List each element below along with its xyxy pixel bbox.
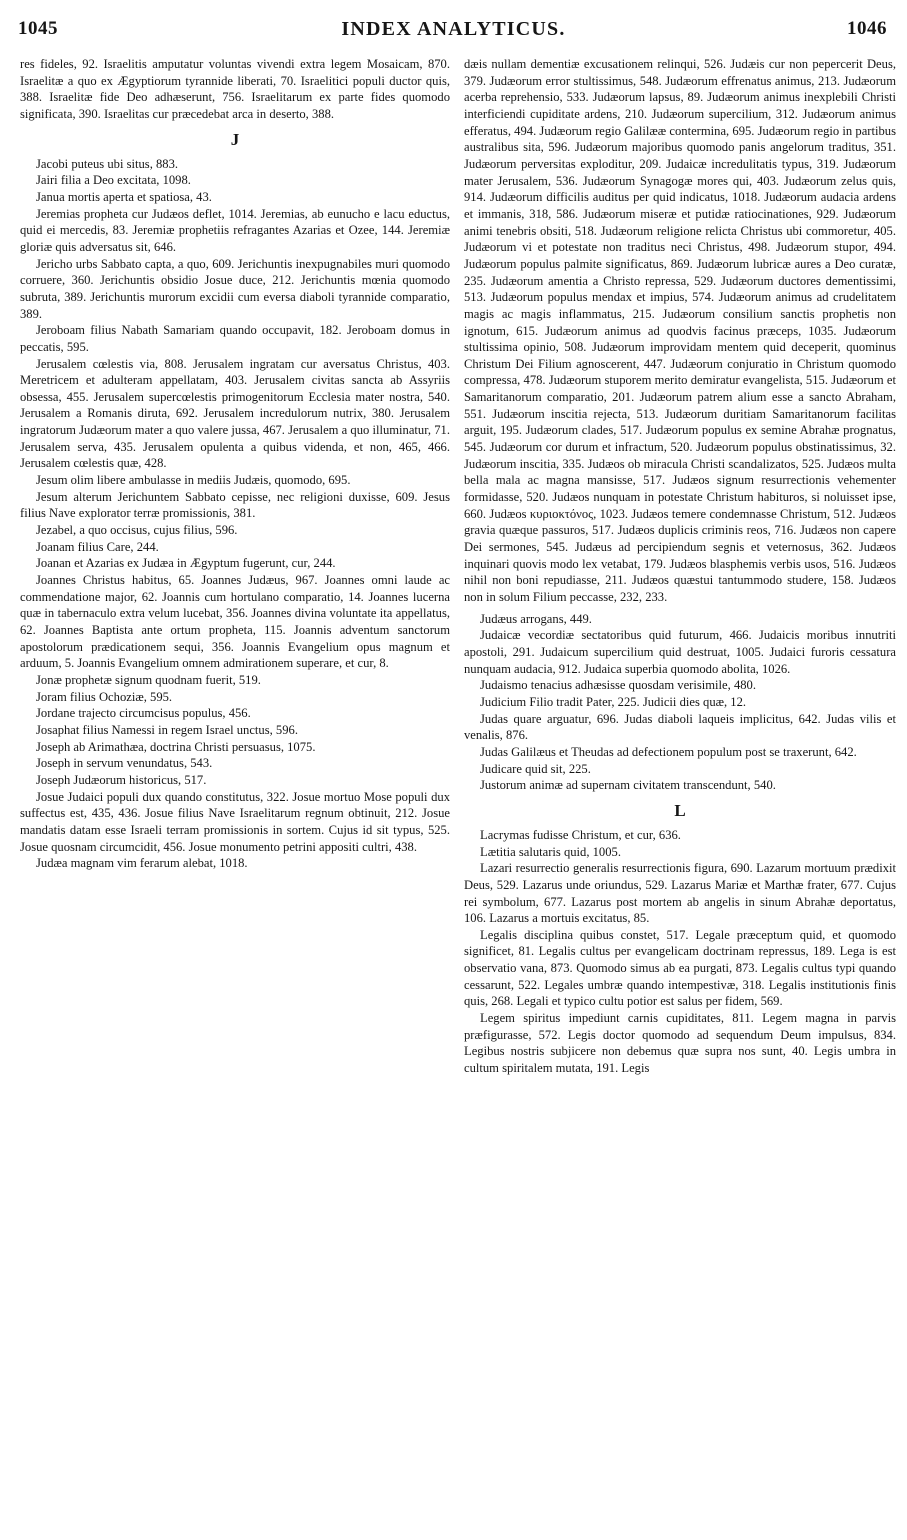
index-entry: Jezabel, a quo occisus, cujus filius, 596. bbox=[36, 523, 238, 538]
page-number-left: 1045 bbox=[18, 18, 58, 39]
index-entry: Jordane trajecto circumcisus populus, 456. bbox=[36, 706, 251, 721]
index-entry: Jeremias propheta cur Judæos deflet, 1014. Jeremias, ab eunucho e lacu eductus, quid ei mercedis, 83. Jeremiæ prophetiis refragantes Azarias et Ozee, 144. Jeremiæ gloriæ quis adversatus sit, 646. bbox=[20, 206, 450, 254]
index-entry: Joseph Judæorum historicus, 517. bbox=[36, 772, 207, 787]
index-entry: Lacrymas fudisse Christum, et cur, 636. bbox=[480, 827, 681, 842]
section-letter-j: J bbox=[230, 129, 240, 149]
index-entry: Judicare quid sit, 225. bbox=[480, 761, 591, 776]
running-title: INDEX ANALYTICUS. bbox=[341, 18, 566, 40]
index-entry: Joannes Christus habitus, 65. Joannes Judæus, 967. Joannes omni laude ac commendatione major, 62. Joannis cum hortulano comparatio, 14. Joannes lucerna quæ in tabernaculo extra velum lucebat, 356. Joannes divina voluntate ita appellatus, 62. Joannes Baptista ante ortum propheta, 115. Joannis adventum sanctorum apostolorum prædicationem sequi, 356. Joannis Evangelium opus magnum et arduum, 5. Joannis Evangelium omnem admirationem superare, et cur, 8. bbox=[20, 573, 450, 671]
index-entry: Joseph ab Arimathæa, doctrina Christi persuasus, 1075. bbox=[36, 739, 316, 754]
index-entry: Judaismo tenacius adhæsisse quosdam verisimile, 480. bbox=[480, 678, 756, 693]
index-entry: Josue Judaici populi dux quando constitutus, 322. Josue mortuo Mose populi dux suffectus est, 435, 436. Josue filius Nave Israelitarum regnum obtinuit, 212. Josue mandatis datam esse Israeli terram promissionis in sortem. Cujus id sit typus, 525. Josue quosnam circumcidit, 456. Josue monumento petrini appositi cultri, 438. bbox=[20, 789, 450, 854]
index-entry-continued: dæis nullam dementiæ excusationem relinqui, 526. Judæis cur non pepercerit Deus, 379. Judæorum error stultissimus, 548. Judæorum effrenatus animus, 213. Judæorum acerba reprehensio, 533. Judæorum lapsus, 89. Judæorum animus inexplebili Christi interficiendi cupiditate ardens, 210. Judæorum supercilium, 312. Judæorum animus efferatus, 494. Judæorum regio Galilææ contermina, 695. Judæorum regio in partibus australibus sita, 596. Judæorum majoribus quomodo panis angelorum traditus, 351. Judæorum perversitas exploditur, 209. Judaicæ incredulitatis typus, 319. Judæorum mater Jerusalem, 536. Judæorum Synagogæ mores qui, 403. Judæorum zelus quis, 914. Judæorum difficilis auditus per quid indicatus, 1018. Judæorum audacia ardens et immanis, 318, 586. Judæorum miseræ et putidæ ratiocinationes, 929. Judæorum animi tenebris obsiti, 518. Judæorum religione relicta Christus ubi commoretur, 405. Judæorum vi et potestate non traditus neci Christus, 498. Judæorum stupor, 494. Judæorum populus palmite significatus, 869. Judæorum lubricæ aures a Deo curatæ, 235. Judæorum amentia a Christo repressa, 529. Judæorum ductores dementissimi, 513. Judæorum populus mendax et impius, 574. Judæorum animus ad crudelitatem magis ac magis inflammatus, 215. Judæorum consilium sanctis prophetis non ignotum, 615. Judæorum animus ad quodvis facinus præceps, 1035. Judæorum stultissima opinio, 508. Judæorum improvidam mentem quid deceperit, quominus Christum Dei Filium agnoscerent, 447. Judæorum conjuratio in Christum quomodo compressa, 478. Judæorum stuporem merito demiratur evangelista, 515. Judæorum et Samaritanorum comparatio, 201. Judæorum patrem alium esse a sancto Abraham, 551. Judæorum inscitia rejecta, 513. Judæorum duritiam Samaritanorum facilitas arguit, 195. Judæorum clades, 517. Judæorum populus ex semine Abrahæ prognatus, 545. Judæorum cor durum et infractum, 520. Judæorum populus obstinatissimus, 32. Judæorum inscitia, 335. Judæos ob miracula Christi scandalizatos, 525. Judæos multa bella mala ac magna mansisse, 517. Judæos signum resurrectionis vehementer formidasse, 520. Judæos nunquam in potestate Christum habituros, si noluisset ipse, 660. Judæos κυριοκτόνος, 1023. Judæos temere condemnasse Christum, 512. Judæos gravia quæque passuros, 517. Judæos duplicis criminis reos, 716. Judæos non capere Dei sermones, 545. Judæus ad percipiendum segnis et veternosus, 362. Judæos inquinari quovis modo lex vetabat, 179. Judæos blasphemis verbis usos, 516. Judæos nihil non boni repudiasse, 211. Judæos quæstui tantummodo studere, 158. Judæos non in solum Filium peccasse, 232, 233. bbox=[464, 57, 896, 604]
index-entry: Legalis disciplina quibus constet, 517. Legale præceptum quid, et quomodo significet, 81. Legalis cultus per evangelicam doctrinam repressus, 189. Lega is est observatio vana, 873. Quomodo simus ab ea purgati, 873. Legalis cultus typi quando cessarunt, 522. Legales umbræ quando intempestivæ, 318. Legalis institutionis finis quis, 268. Legali et typico cultu potior est salus per fidem, 569. bbox=[464, 927, 896, 1009]
index-entry: Janua mortis aperta et spatiosa, 43. bbox=[36, 189, 212, 204]
index-entry: Jesum alterum Jerichuntem Sabbato cepisse, nec religioni duxisse, 609. Jesus filius Nave explorator terræ promissionis, 381. bbox=[20, 489, 450, 521]
index-entry: Jesum olim libere ambulasse in mediis Judæis, quomodo, 695. bbox=[36, 473, 351, 488]
index-entry: Lætitia salutaris quid, 1005. bbox=[480, 844, 621, 859]
index-entry: Judæus arrogans, 449. bbox=[480, 611, 592, 626]
index-entry-continued: res fideles, 92. Israelitis amputatur voluntas vivendi extra legem Mosaicam, 870. Israelitæ a quo ex Ægyptiorum tyrannide liberati, 70. Israelitici populi ductor quis, 388. Israelitæ fide Deo adhæserunt, 756. Israelitarum ex parte fides quomodo significata, 390. Israelitas cur præcedebat arca in deserto, 388. bbox=[20, 57, 450, 121]
index-entry: Judaicæ vecordiæ sectatoribus quid futurum, 466. Judaicis moribus innutriti apostoli, 291. Judaicum supercilium quid destruat, 1005. Judaici furoris cessatura nunquam audacia, 912. Judaica superbia quomodo abolita, 1026. bbox=[464, 628, 896, 676]
index-entry: Jacobi puteus ubi situs, 883. bbox=[36, 156, 179, 171]
index-entry: Joanan et Azarias ex Judæa in Ægyptum fugerunt, cur, 244. bbox=[36, 556, 336, 571]
index-entry: Joanam filius Care, 244. bbox=[36, 539, 159, 554]
page-number-right: 1046 bbox=[847, 18, 887, 39]
index-entry: Jonæ prophetæ signum quodnam fuerit, 519. bbox=[36, 672, 261, 687]
index-entry: Jairi filia a Deo excitata, 1098. bbox=[36, 173, 191, 188]
index-entry: Joram filius Ochoziæ, 595. bbox=[36, 689, 173, 704]
index-entry: Judas Galilæus et Theudas ad defectionem populum post se traxerunt, 642. bbox=[480, 744, 857, 759]
index-entry: Lazari resurrectio generalis resurrectionis figura, 690. Lazarum mortuum prædixit Deus, 529. Lazarus unde oriundus, 529. Lazarus Mariæ et Marthæ frater, 677. Cujus rei symbolum, 677. Lazarus post mortem ab angelis in sinum Abrahæ deportatus, 106. Lazarus a mortuis excitatus, 85. bbox=[464, 861, 896, 926]
left-column bbox=[20, 56, 450, 872]
index-entry: Legem spiritus impediunt carnis cupiditates, 811. Legem magna in parvis præfigurasse, 572. Legis doctor quomodo ad sequendum Deum impulsus, 834. Legibus nostris subjicere non debemus quæ supra nos sunt, 40. Legis umbra in cultum spiritalem mutata, 191. Legis bbox=[464, 1011, 896, 1076]
index-entry: Joseph in servum venundatus, 543. bbox=[36, 756, 213, 771]
index-entry: Justorum animæ ad supernam civitatem transcendunt, 540. bbox=[480, 778, 776, 793]
section-letter-l: L bbox=[674, 800, 686, 820]
index-entry: Jerusalem cœlestis via, 808. Jerusalem ingratam cur aversatus Christus, 403. Meretricem et adulteram appellatam, 403. Jerusalem civitas sancta ab Assyriis obsessa, 455. Jerusalem supercœlestis primogenitorum Ecclesia mater nostra, 540. Jerusalem a Romanis diruta, 692. Jerusalem incredulorum nutrix, 380. Jerusalem ingratorum Judæorum mater a quo valere jussa, 467. Jerusalem a quo illuminatur, 71. Jerusalem serva, 435. Jerusalem opulenta a quibus videnda, et non, 465, 466. Jerusalem cœlestis quæ, 428. bbox=[20, 356, 450, 471]
index-entry: Jeroboam filius Nabath Samariam quando occupavit, 182. Jeroboam domus in peccatis, 595. bbox=[20, 323, 450, 354]
index-entry: Judicium Filio tradit Pater, 225. Judicii dies quæ, 12. bbox=[480, 694, 747, 709]
right-column bbox=[464, 56, 896, 1077]
index-entry: Josaphat filius Namessi in regem Israel unctus, 596. bbox=[36, 722, 298, 737]
index-entry: Jericho urbs Sabbato capta, a quo, 609. Jerichuntis inexpugnabiles muri quomodo corruere, 360. Jerichuntis obsidio Josue duce, 212. Jerichuntis mœnia quomodo subruta, 389. Jerichuntis murorum excidii cum eversa diaboli tyrannide comparatio, 389. bbox=[20, 256, 450, 321]
index-entry: Judæa magnam vim ferarum alebat, 1018. bbox=[36, 856, 248, 871]
page-header bbox=[16, 18, 891, 48]
index-entry: Judas quare arguatur, 696. Judas diaboli laqueis implicitus, 642. Judas vilis et venalis, 876. bbox=[464, 711, 896, 743]
